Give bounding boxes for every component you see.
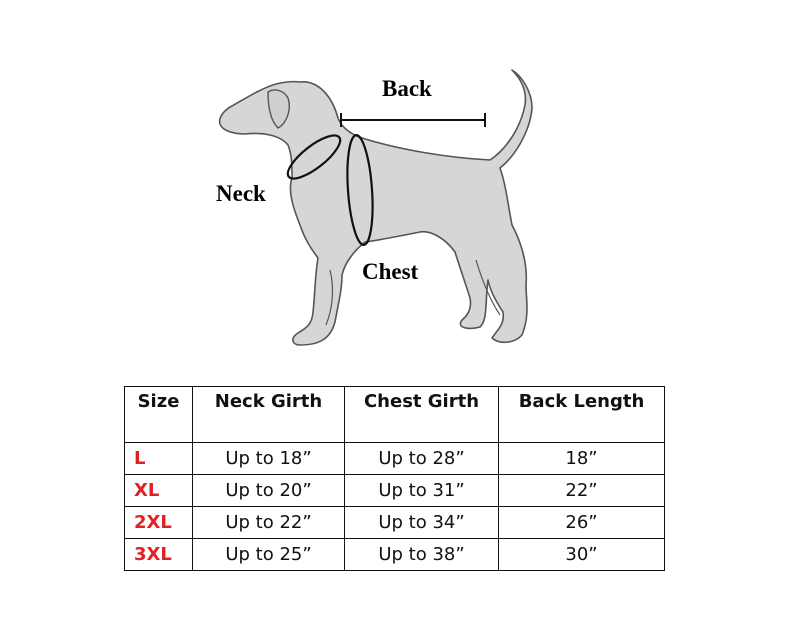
header-back-length: Back Length <box>499 387 665 443</box>
size-cell: 3XL <box>125 539 193 571</box>
table-row <box>125 507 665 539</box>
header-chest-girth: Chest Girth <box>345 387 499 443</box>
table-header-row <box>125 387 665 443</box>
chest-cell: Up to 34” <box>345 507 499 539</box>
back-label: Back <box>382 76 432 101</box>
neck-cell: Up to 22” <box>193 507 345 539</box>
dog-silhouette <box>220 70 532 345</box>
back-cell: 22” <box>499 475 665 507</box>
table-row <box>125 539 665 571</box>
neck-label: Neck <box>216 181 266 206</box>
back-cell: 30” <box>499 539 665 571</box>
chest-cell: Up to 38” <box>345 539 499 571</box>
neck-cell: Up to 18” <box>193 443 345 475</box>
size-chart-table <box>124 386 665 571</box>
size-cell: XL <box>125 475 193 507</box>
size-cell: 2XL <box>125 507 193 539</box>
back-measure-line <box>341 113 485 127</box>
table-row <box>125 475 665 507</box>
neck-cell: Up to 25” <box>193 539 345 571</box>
table-row <box>125 443 665 475</box>
chest-cell: Up to 28” <box>345 443 499 475</box>
back-cell: 18” <box>499 443 665 475</box>
chest-label: Chest <box>362 259 419 284</box>
size-cell: L <box>125 443 193 475</box>
back-cell: 26” <box>499 507 665 539</box>
header-neck-girth: Neck Girth <box>193 387 345 443</box>
chest-cell: Up to 31” <box>345 475 499 507</box>
neck-cell: Up to 20” <box>193 475 345 507</box>
header-size: Size <box>125 387 193 443</box>
